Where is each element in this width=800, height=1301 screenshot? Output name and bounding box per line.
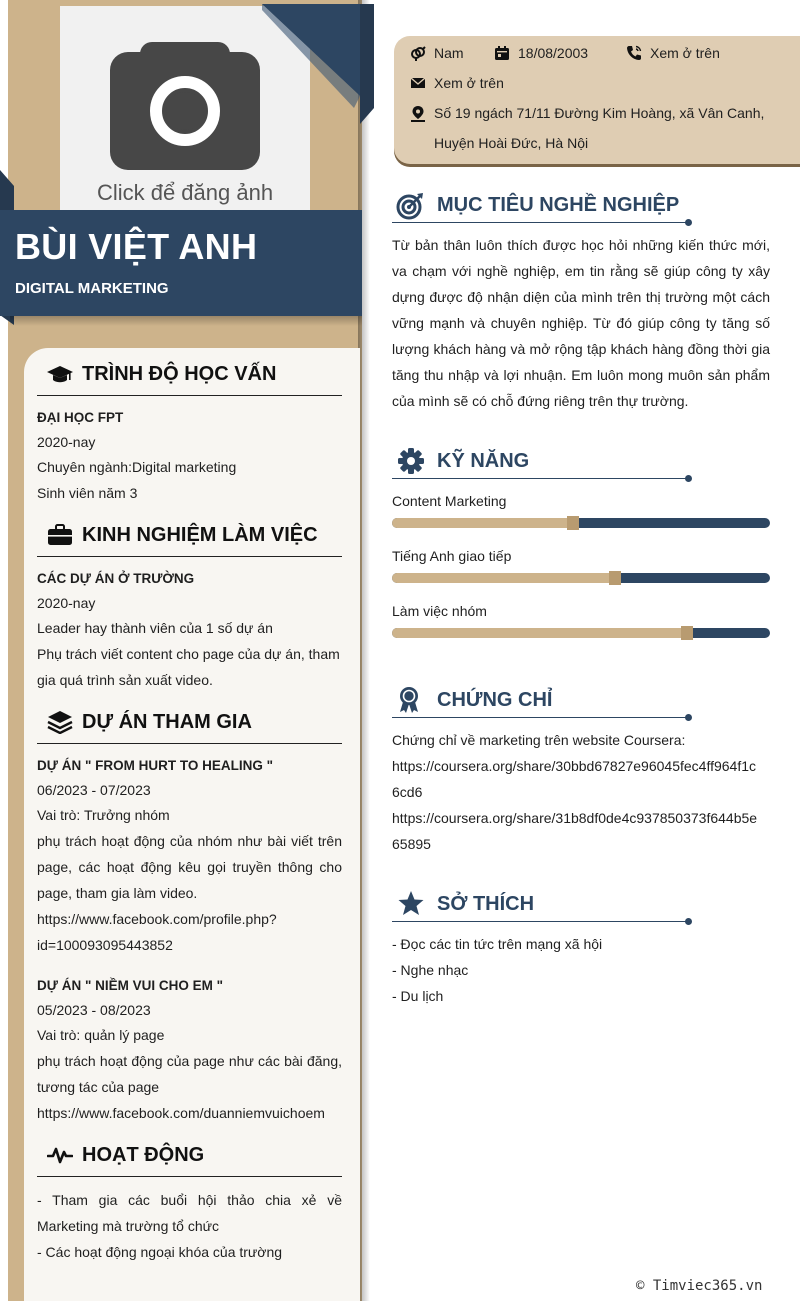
- project-1-link-part2[interactable]: id=100093095443852: [37, 937, 173, 953]
- hobbies-title: SỞ THÍCH: [437, 893, 535, 915]
- skill-bar-handle: [681, 626, 693, 640]
- activity-item-2: - Các hoạt động ngoại khóa của trường: [37, 1244, 283, 1260]
- education-divider: [37, 395, 342, 396]
- project-1-role: Vai trò: Trưởng nhóm: [37, 807, 170, 823]
- pulse-icon: [46, 1143, 74, 1167]
- activity-item-1: - Tham gia các buổi hội thảo chia xẻ về Marketing mà trường tổ chức: [37, 1192, 342, 1234]
- experience-org: CÁC DỰ ÁN Ở TRƯỜNG: [37, 571, 195, 586]
- skill-bar: [392, 518, 770, 528]
- education-major: Chuyên ngành:Digital marketing: [37, 459, 237, 475]
- skills-title: KỸ NĂNG: [437, 450, 530, 472]
- footer-copyright: © Timviec365.vn: [636, 1278, 763, 1294]
- gender-icon: [410, 45, 426, 61]
- email-item: [410, 75, 504, 91]
- skill-bar: [392, 573, 770, 583]
- hobby-item-3: - Du lịch: [392, 988, 444, 1004]
- gender-value: Nam: [434, 45, 464, 61]
- project-1-name: DỰ ÁN " FROM HURT TO HEALING ": [37, 758, 273, 773]
- award-icon: [397, 686, 421, 714]
- email-value: Xem ở trên: [434, 75, 504, 91]
- camera-icon-lens-core: [166, 92, 204, 130]
- skill-bar-handle: [567, 516, 579, 530]
- location-icon: [410, 105, 426, 123]
- target-icon: [396, 192, 424, 220]
- gender-item: [410, 45, 464, 61]
- project-2-role: Vai trò: quản lý page: [37, 1027, 165, 1043]
- objective-title: MỤC TIÊU NGHỀ NGHIỆP: [437, 194, 680, 216]
- education-year: Sinh viên năm 3: [37, 485, 138, 501]
- address-line-2: Huyện Hoài Đức, Hà Nội: [434, 135, 589, 151]
- mail-icon: [410, 75, 426, 91]
- project-1-link-part1[interactable]: https://www.facebook.com/profile.php?: [37, 911, 277, 927]
- experience-desc-2: Phụ trách viết content cho page của dự án, tham: [37, 646, 340, 662]
- phone-icon: [626, 45, 642, 61]
- school-name: ĐẠI HỌC FPT: [37, 410, 124, 425]
- hobby-item-2: - Nghe nhạc: [392, 962, 469, 978]
- certificates-divider: [392, 717, 689, 718]
- experience-divider: [37, 556, 342, 557]
- skill-bar: [392, 628, 770, 638]
- skill-bar-fill: [392, 628, 687, 638]
- layers-icon: [46, 710, 74, 734]
- project-1-period: 06/2023 - 07/2023: [37, 782, 151, 798]
- certificate-link-1-part1[interactable]: https://coursera.org/share/30bbd67827e96045fec4ff964f1c: [392, 758, 757, 774]
- experience-desc-3: gia quá trình sản xuất video.: [37, 672, 213, 688]
- photo-upload-label[interactable]: Click để đăng ảnh: [96, 180, 274, 205]
- certificates-title: CHỨNG CHỈ: [437, 689, 553, 711]
- experience-heading: [46, 523, 318, 547]
- corner-ribbon: [262, 4, 374, 124]
- project-2-desc: phụ trách hoạt động của page như các bài đăng, tương tác của page: [37, 1053, 342, 1095]
- skill-bar-fill: [392, 573, 615, 583]
- project-1-desc: phụ trách hoạt động của nhóm như bài viết trên page, các hoạt động kêu gọi truyền thông cho page, tham gia làm video.: [37, 833, 342, 901]
- job-title: DIGITAL MARKETING: [15, 280, 169, 297]
- project-2-name: DỰ ÁN " NIỀM VUI CHO EM ": [37, 978, 224, 993]
- phone-value: Xem ở trên: [650, 45, 720, 61]
- projects-divider: [37, 743, 342, 744]
- experience-period: 2020-nay: [37, 595, 96, 611]
- hobbies-divider: [392, 921, 689, 922]
- projects-title: DỰ ÁN THAM GIA: [82, 710, 252, 733]
- skill-name: Làm việc nhóm: [392, 603, 487, 619]
- birthday-value: 18/08/2003: [518, 45, 589, 61]
- experience-title: KINH NGHIỆM LÀM VIỆC: [82, 523, 318, 546]
- certificate-line-1: Chứng chỉ về marketing trên website Coursera:: [392, 732, 686, 748]
- activities-heading: [46, 1143, 204, 1167]
- projects-heading: [46, 710, 252, 734]
- address-line-1: Số 19 ngách 71/11 Đường Kim Hoàng, xã Vân Canh,: [434, 105, 765, 121]
- objective-text: Từ bản thân luôn thích được học hỏi những kiến thức mới, va chạm với nghề nghiệp, em tin rằng sẽ giúp công ty xây dựng được độ nhận diện của mình trên thị trường một cách vững mạnh và chuyên nghiệp. Từ đó giúp công ty tăng số lượng khách hàng và mở rộng tập khách hàng đồng thời gia tăng thu nhập và lợi nhuận. Em luôn mong muôn sản phẩm của mình sẽ có chỗ đứng riêng trên thự trường.: [392, 237, 770, 409]
- name-banner-shadow: [10, 316, 362, 326]
- education-heading: [46, 362, 276, 386]
- birthday-item: [494, 45, 588, 61]
- experience-desc-1: Leader hay thành viên của 1 số dự án: [37, 620, 273, 636]
- activities-title: HOẠT ĐỘNG: [82, 1143, 205, 1166]
- address-item: [410, 105, 764, 158]
- phone-item: [626, 45, 720, 61]
- project-2-link[interactable]: https://www.facebook.com/duanniemvuichoem: [37, 1105, 325, 1121]
- certificate-link-1-part2[interactable]: 6cd6: [392, 784, 423, 800]
- objective-divider: [392, 222, 689, 223]
- calendar-icon: [494, 45, 510, 61]
- briefcase-icon: [46, 523, 74, 547]
- full-name: BÙI VIỆT ANH: [15, 226, 258, 267]
- graduation-cap-icon: [46, 362, 74, 386]
- star-icon: [397, 890, 425, 916]
- project-2-period: 05/2023 - 08/2023: [37, 1002, 151, 1018]
- certificate-link-2-part1[interactable]: https://coursera.org/share/31b8df0de4c937850373f644b5e: [392, 810, 758, 826]
- activities-divider: [37, 1176, 342, 1177]
- skills-divider: [392, 478, 689, 479]
- hobby-item-1: - Đọc các tin tức trên mạng xã hội: [392, 936, 603, 952]
- skill-name: Tiếng Anh giao tiếp: [392, 548, 512, 564]
- skill-name: Content Marketing: [392, 493, 507, 509]
- skill-bar-handle: [609, 571, 621, 585]
- education-title: TRÌNH ĐỘ HỌC VẤN: [82, 362, 277, 385]
- gear-icon: [397, 447, 425, 475]
- skill-bar-fill: [392, 518, 573, 528]
- education-period: 2020-nay: [37, 434, 96, 450]
- certificate-link-2-part2[interactable]: 65895: [392, 836, 431, 852]
